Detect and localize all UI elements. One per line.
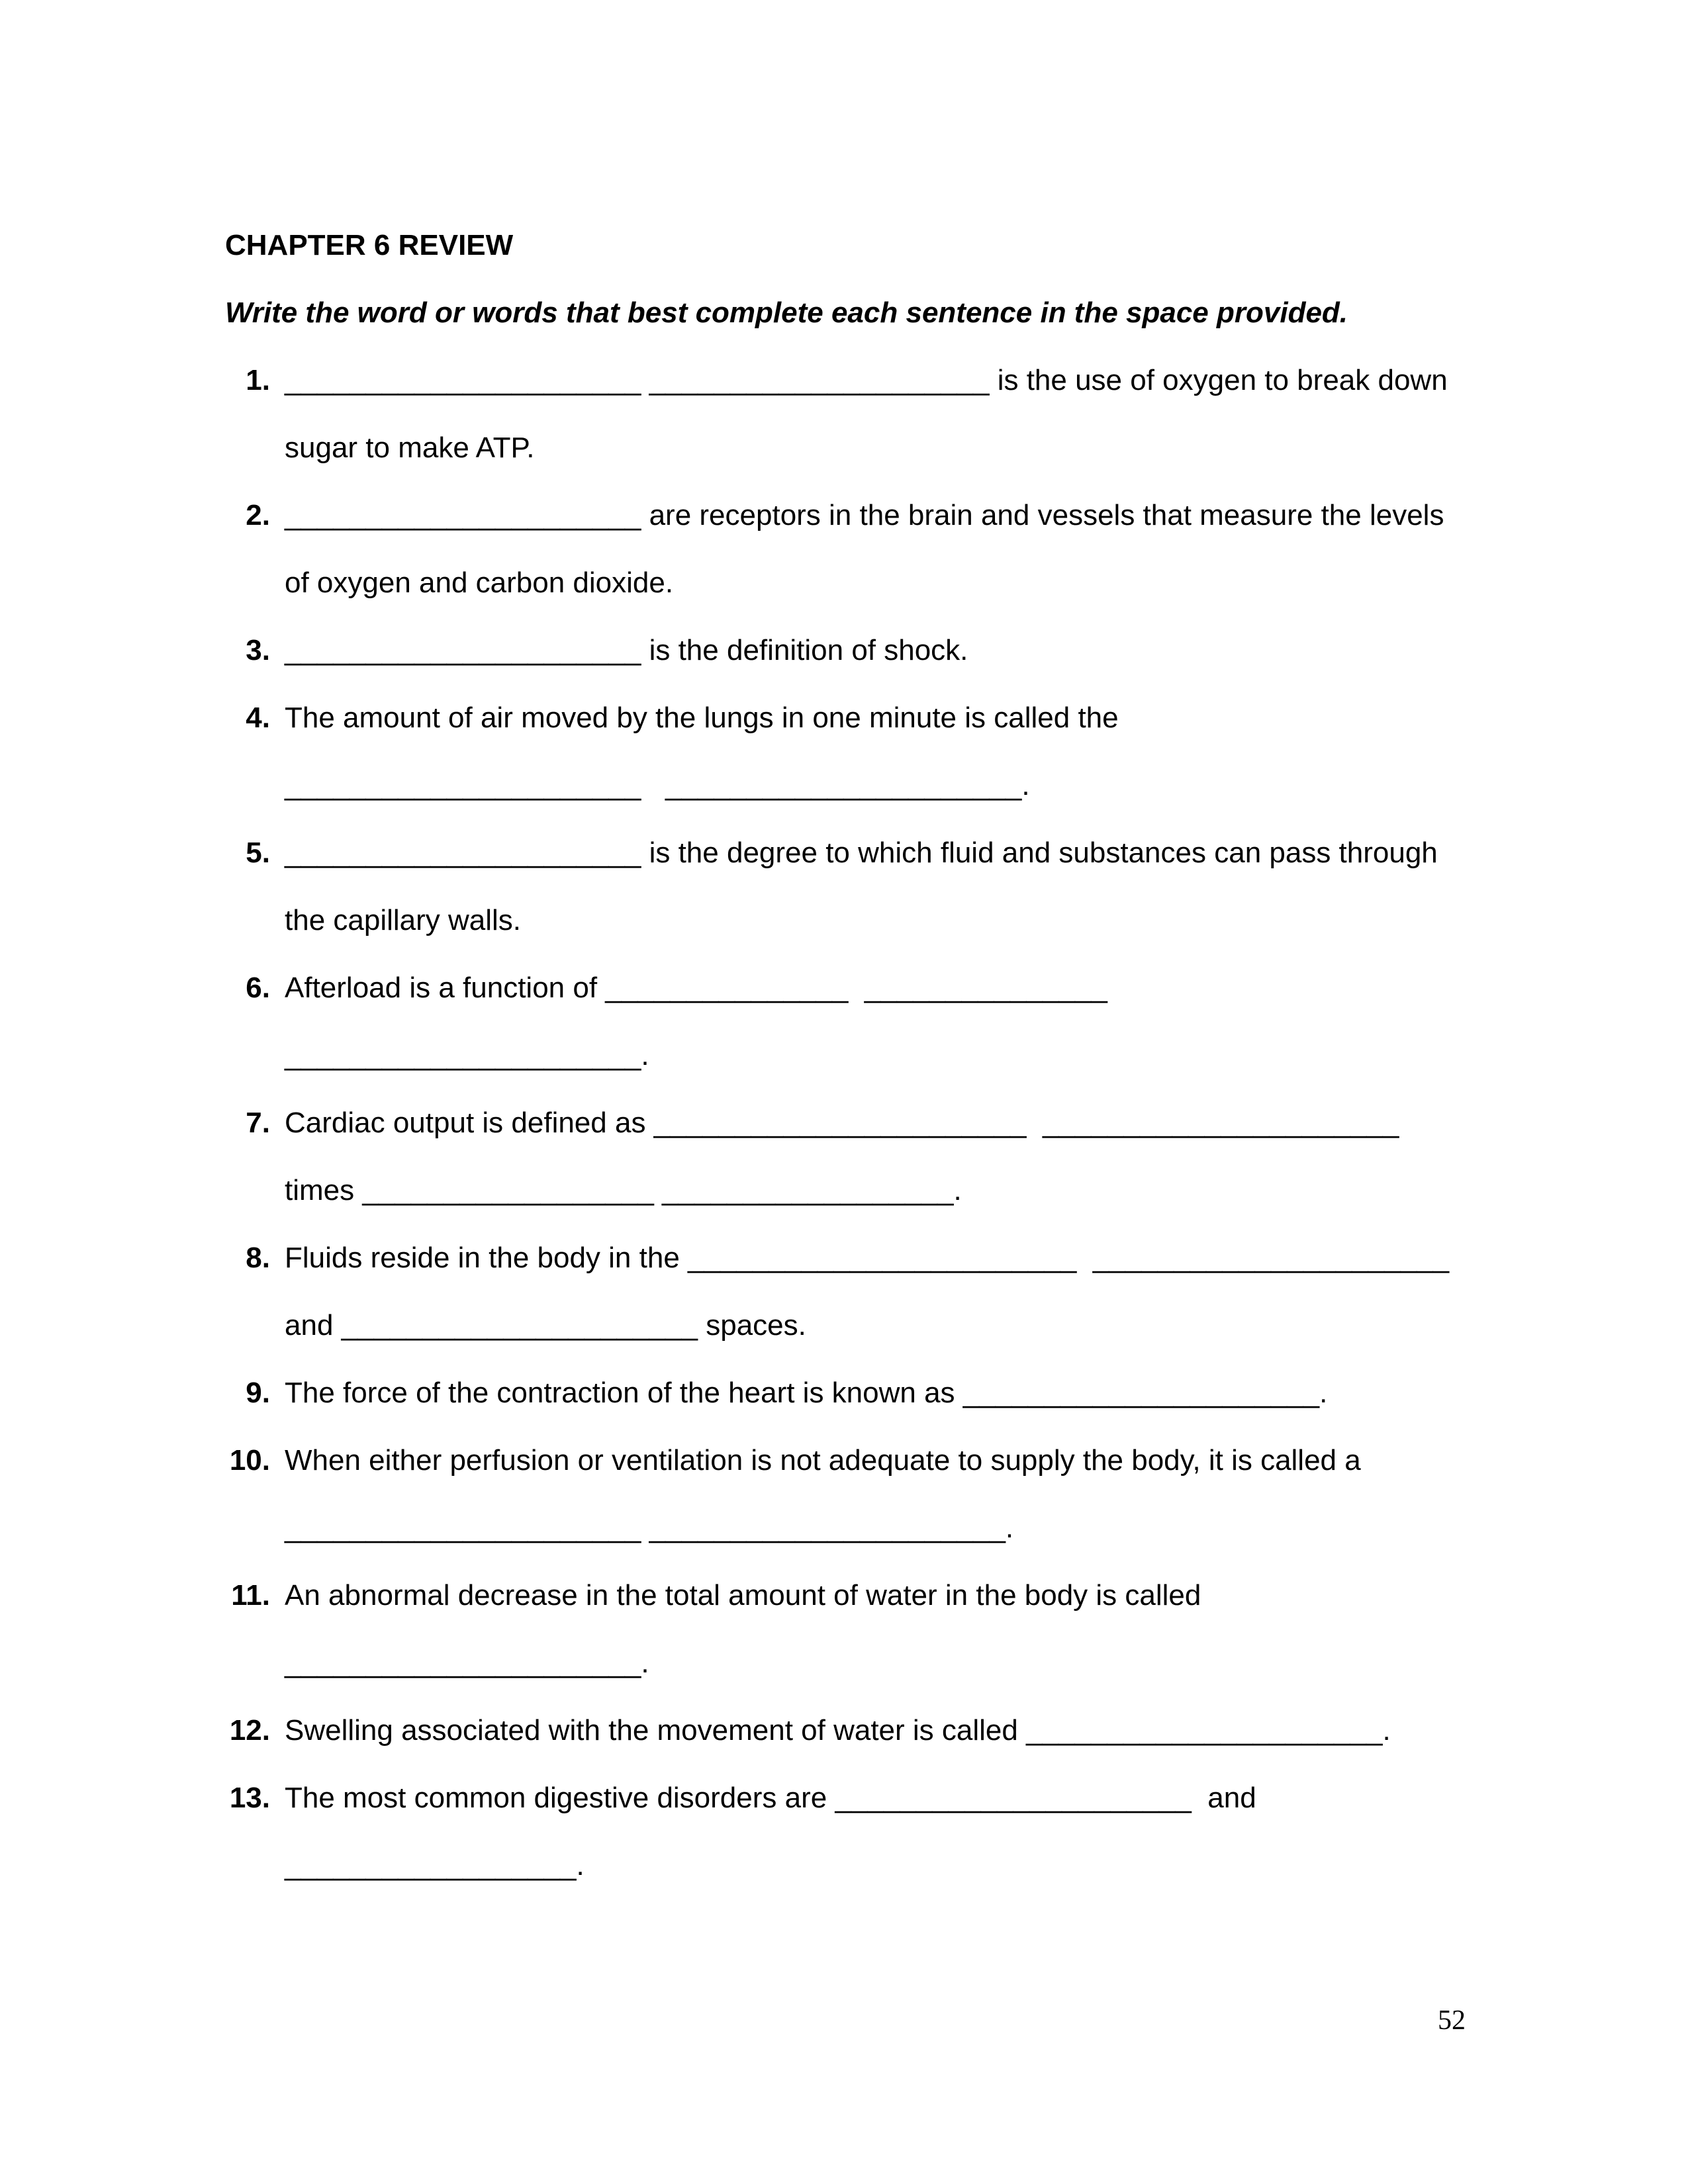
question-number: 11. [231, 1579, 270, 1612]
question-line: The amount of air moved by the lungs in one minute is called the [285, 702, 1119, 734]
question-item-13 [225, 1764, 1476, 1899]
question-number: 4. [246, 702, 270, 734]
question-number: 8. [246, 1242, 270, 1274]
question-line: the capillary walls. [285, 904, 522, 936]
question-line: Fluids reside in the body in the ________________________ ______________________ [285, 1242, 1450, 1274]
question-line: and ______________________ spaces. [285, 1309, 806, 1342]
question-line: ______________________ ______________________. [285, 1512, 1014, 1544]
chapter-title: CHAPTER 6 REVIEW [225, 229, 514, 261]
question-number: 2. [246, 499, 270, 531]
question-line: __________________. [285, 1849, 585, 1882]
question-line: ______________________ _____________________ is the use of oxygen to break down [285, 364, 1448, 396]
question-line: sugar to make ATP. [285, 432, 535, 464]
question-line: The force of the contraction of the heart is known as ______________________. [285, 1377, 1328, 1409]
question-number: 7. [246, 1107, 270, 1139]
question-number: 9. [246, 1377, 270, 1409]
question-number: 13. [229, 1782, 270, 1814]
question-line: The most common digestive disorders are ______________________ and [285, 1782, 1256, 1814]
question-line: Swelling associated with the movement of water is called ______________________. [285, 1714, 1391, 1747]
question-line: An abnormal decrease in the total amount of water in the body is called [285, 1579, 1201, 1612]
question-item-4 [225, 684, 1476, 819]
question-line: ______________________ are receptors in the brain and vessels that measure the levels [285, 499, 1444, 531]
question-line: ______________________ is the definition of shock. [285, 634, 968, 666]
question-item-6 [225, 954, 1476, 1089]
question-number: 3. [246, 634, 270, 666]
question-number: 1. [246, 364, 270, 396]
question-line: ______________________ ______________________. [285, 769, 1030, 801]
question-item-11 [225, 1562, 1476, 1697]
question-line: When either perfusion or ventilation is not adequate to supply the body, it is called a [285, 1444, 1361, 1477]
question-number: 5. [246, 837, 270, 869]
question-item-2 [225, 482, 1476, 617]
question-item-10 [225, 1427, 1476, 1562]
question-item-3 [225, 617, 1476, 684]
question-number: 6. [246, 972, 270, 1004]
instructions-text: Write the word or words that best complete each sentence in the space provided. [225, 296, 1348, 329]
question-item-8 [225, 1224, 1476, 1359]
question-number: 12. [229, 1714, 270, 1747]
page-number: 52 [1438, 2005, 1466, 2036]
question-item-12 [225, 1697, 1476, 1764]
question-line: Afterload is a function of _______________ _______________ [285, 972, 1107, 1004]
question-line: times __________________ __________________. [285, 1174, 962, 1206]
question-line: ______________________ is the degree to which fluid and substances can pass through [285, 837, 1438, 869]
question-line: Cardiac output is defined as _______________________ ______________________ [285, 1107, 1399, 1139]
question-item-9 [225, 1359, 1476, 1427]
question-line: ______________________. [285, 1039, 649, 1071]
question-line: ______________________. [285, 1647, 649, 1679]
question-item-7 [225, 1089, 1476, 1224]
question-line: of oxygen and carbon dioxide. [285, 567, 674, 599]
question-item-5 [225, 819, 1476, 954]
question-number: 10. [229, 1444, 270, 1477]
question-item-1 [225, 347, 1476, 482]
